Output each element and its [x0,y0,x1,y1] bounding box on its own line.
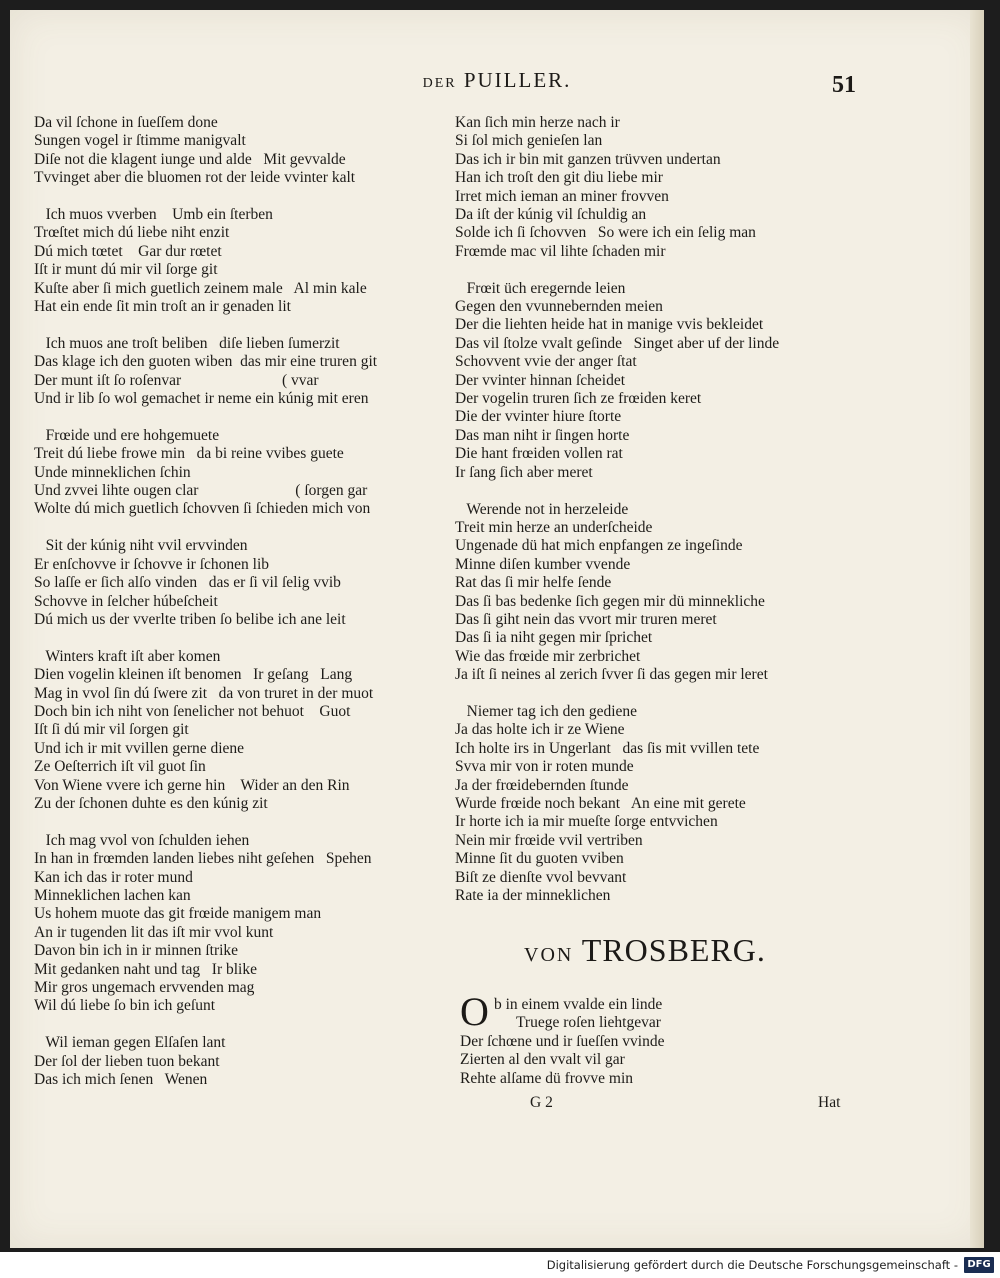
verse-line: Han ich troſt den git diu liebe mir [455,169,663,187]
verse-line: Das ſi bas bedenke ſich gegen mir dü minnekliche [455,592,765,610]
verse-line: Werende not in herzeleide [455,500,629,518]
verse-line: Doch bin ich niht von ſenelicher not behuot Guot [34,702,351,720]
verse-line: Irret mich ieman an miner frovven [455,187,669,205]
verse-line: An ir tugenden lit das iſt mir vvol kunt [34,923,274,941]
verse-line: Gegen den vvunnebernden meien [455,298,663,316]
verse-line: Wurde frœide noch bekant An eine mit gerete [455,794,746,812]
verse-line: Mag in vvol ſin dú ſwere zit da von truret in der muot [34,684,374,702]
verse-line: Ir ſang ſich aber meret [455,463,593,481]
verse-line: Truege roſen liehtgevar [516,1014,661,1032]
section-title [524,932,766,969]
verse-line: Treit min herze an underſcheide [455,518,653,536]
footer-credit: Digitalisierung gefördert durch die Deutsche Forschungsgemeinschaft - [546,1258,958,1272]
verse-line: Minneklichen lachen kan [34,886,191,904]
verse-line: Ich muos vverben Umb ein ſterben [34,206,273,224]
verse-line: Svva mir von ir roten munde [455,758,634,776]
verse-line: Das ſi giht nein das vvort mir truren meret [455,610,717,628]
verse-line: Davon bin ich in ir minnen ſtrike [34,942,239,960]
verse-line: Die hant frœiden vollen rat [455,445,623,463]
verse-line: Das klage ich den guoten wiben das mir eine truren git [34,353,378,371]
verse-line: Frœmde mac vil lihte ſchaden mir [455,242,666,260]
verse-line: Schovve in ſelcher húbeſcheit [34,592,218,610]
verse-line: b in einem vvalde ein linde [494,996,663,1013]
verse-line: Kan ſich min herze nach ir [455,114,620,131]
verse-line: Dú mich us der vverlte triben ſo belibe ich ane leit [34,610,346,628]
header-title: PUILLER. [463,68,572,92]
verse-line: Nein mir frœide vvil vertriben [455,831,643,849]
verse-line: Ja iſt ſi neines al zerich ſvver ſi das gegen mir leret [455,666,768,684]
verse-line: Hat ein ende ſit min troſt an ir genaden lit [34,298,291,316]
verse-line: Zu der ſchonen duhte es den kúnig zit [34,794,268,812]
stanza [34,206,454,316]
dfg-logo: DFG [964,1257,994,1273]
verse-line: Dien vogelin kleinen iſt benomen Ir geſang Lang [34,666,353,684]
verse-line: Sungen vogel ir ſtimme manigvalt [34,132,246,150]
verse-line: Schovvent vvie der anger ſtat [455,353,637,371]
verse-line: Von Wiene vvere ich gerne hin Wider an den Rin [34,776,350,794]
verse-line: Rehte alſame dü frovve min [460,1069,634,1087]
verse-line: Und ich ir mit vvillen gerne diene [34,739,245,757]
verse-line: Das vil ſtolze vvalt geſinde Singet aber uf der linde [455,334,780,352]
stanza [34,335,454,409]
page-number: 51 [832,72,856,98]
verse-line: Tvvinget aber die bluomen rot der leide vvinter kalt [34,169,356,187]
drop-initial: O [460,989,489,1034]
verse-line: Da iſt der kúnig vil ſchuldig an [455,206,647,224]
verse-line: Trœſtet mich dú liebe niht enzit [34,224,230,242]
verse-line: In han in frœmden landen liebes niht geſehen Spehen [34,850,372,868]
verse-line: Biſt ze dienſte vvol bevvant [455,868,627,886]
stanza [455,501,885,685]
verse-line: Und zvvei lihte ougen clar ( ſorgen gar [34,482,368,500]
verse-line: Der vvinter hinnan ſcheidet [455,371,626,389]
book-page [10,10,984,1248]
verse-line: Us hohem muote das git frœide manigem man [34,905,322,923]
verse-line: Winters kraft iſt aber komen [34,647,221,665]
verse-line: Minne ſit du guoten vviben [455,850,624,868]
verse-line: Der ſol der lieben tuon bekant [34,1052,220,1070]
verse-line: Der munt iſt ſo roſenvar ( vvar [34,371,319,389]
verse-line: Iſt ſi dú mir vil ſorgen git [34,721,189,739]
verse-line: Unde minneklichen ſchin [34,463,191,481]
verse-line: Ich mag vvol von ſchulden iehen [34,831,250,849]
stanza [455,280,885,482]
verse-line: Mit gedanken naht und tag Ir blike [34,960,257,978]
stanza [34,537,454,629]
footer-bar [0,1252,1000,1278]
verse-line: Das man niht ir ſingen horte [455,426,630,444]
verse-line: So laſſe er ſich alſo vinden das er ſi vil ſelig vvib [34,574,341,592]
verse-line: Niemer tag ich den gediene [455,702,638,720]
signature-mark: G 2 [530,1094,553,1111]
verse-line: Dú mich tœtet Gar dur rœtet [34,242,222,260]
verse-line: Wolte dú mich guetlich ſchovven ſi ſchieden mich von [34,500,371,518]
verse-line: Ich holte irs in Ungerlant das ſis mit vvillen tete [455,739,760,757]
stanza [34,648,454,814]
verse-line: Wil dú liebe ſo bin ich geſunt [34,997,216,1015]
verse-line: Das ſi ia niht gegen mir ſprichet [455,629,653,647]
verse-line: Da vil ſchone in ſueſſem done [34,114,218,131]
verse-line: Kan ich das ir roter mund [34,868,193,886]
trosberg-poem [460,996,880,1088]
stanza [34,114,454,188]
verse-line: Ich muos ane troſt beliben diſe lieben ſumerzit [34,334,340,352]
verse-line: Der die liehten heide hat in manige vvis bekleidet [455,316,764,334]
section-title-prefix: VON [524,944,574,966]
verse-line: Frœide und ere hohgemuete [34,426,220,444]
verse-line: Der vogelin truren ſich ze frœiden keret [455,390,702,408]
verse-line: Wie das frœide mir zerbrichet [455,647,641,665]
stanza [34,427,454,519]
verse-line: Das ich mich ſenen Wenen [34,1071,208,1089]
page-edge [970,10,984,1248]
catchword: Hat [818,1094,841,1111]
verse-line: Das ich ir bin mit ganzen trüvven undertan [455,150,721,168]
header-prefix: DER [422,76,457,91]
stanza [455,703,885,905]
verse-line: Ja das holte ich ir ze Wiene [455,721,625,739]
verse-line: Rat das ſi mir helfe ſende [455,574,612,592]
verse-line: Diſe not die klagent iunge und alde Mit gevvalde [34,150,346,168]
verse-line: Ungenade dü hat mich enpfangen ze ingeſinde [455,537,743,555]
verse-line: Der ſchœne und ir ſueſſen vvinde [460,1032,665,1050]
verse-line: Si ſol mich genieſen lan [455,132,603,150]
verse-line: Die der vvinter hiure ſtorte [455,408,622,426]
left-column [34,114,454,1108]
verse-line: Ir horte ich ia mir mueſte ſorge entvvichen [455,813,718,831]
stanza [455,114,885,261]
verse-line: Und ir lib ſo wol gemachet ir neme ein kúnig mit eren [34,390,369,408]
verse-line: Ja der frœidebernden ſtunde [455,776,629,794]
verse-line: Solde ich ſi ſchovven So were ich ein ſelig man [455,224,756,242]
verse-line: Treit dú liebe frowe min da bi reine vvibes guete [34,445,344,463]
verse-line: Rate ia der minneklichen [455,887,611,905]
verse-line: Wil ieman gegen Elſaſen lant [34,1034,226,1052]
section-title-main: TROSBERG. [581,932,766,968]
verse-line: Sit der kúnig niht vvil ervvinden [34,537,248,555]
verse-line: Zierten al den vvalt vil gar [460,1051,625,1069]
verse-line: Kuſte aber ſi mich guetlich zeinem male Al min kale [34,279,367,297]
verse-line: Er enſchovve ir ſchovve ir ſchonen lib [34,555,270,573]
verse-line: Minne diſen kumber vvende [455,555,631,573]
verse-line: Iſt ir munt dú mir vil ſorge git [34,261,218,279]
right-column [455,114,885,924]
stanza [34,1034,454,1089]
verse-line: Frœit üch eregernde leien [455,279,626,297]
verse-line: Mir gros ungemach ervvenden mag [34,979,255,996]
verse-line: Ze Oeſterrich iſt vil guot ſin [34,758,206,776]
stanza [34,832,454,1016]
